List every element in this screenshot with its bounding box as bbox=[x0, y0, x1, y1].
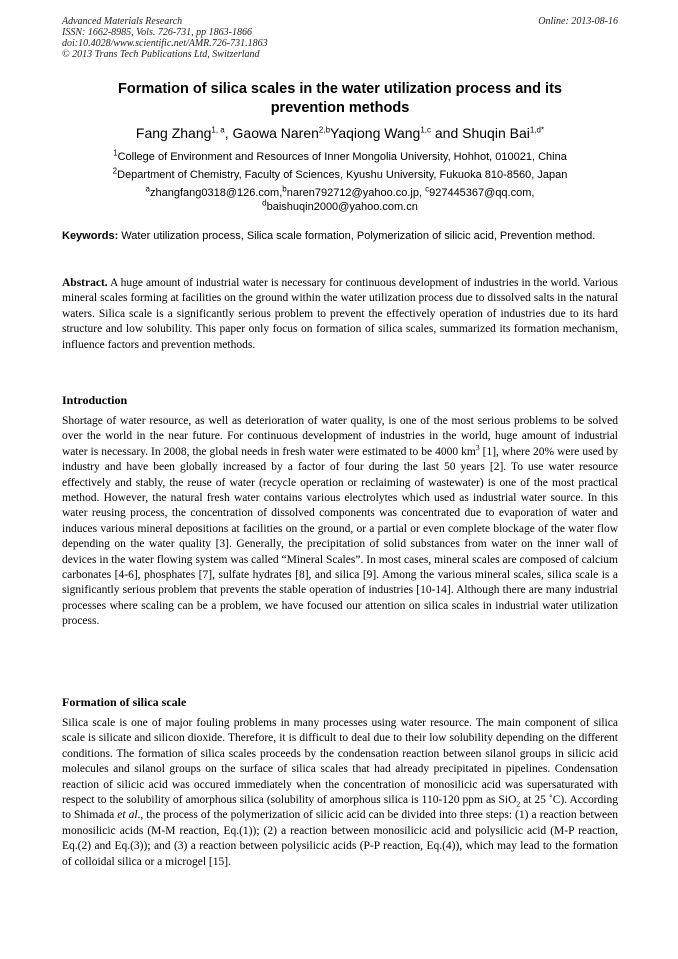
formation-heading: Formation of silica scale bbox=[62, 695, 187, 709]
email-address[interactable]: zhangfang0318@126.com, bbox=[149, 187, 283, 199]
formation-text-part-2: at 25 ˚C). According to Shimada bbox=[62, 794, 618, 822]
affiliation-1 bbox=[62, 150, 618, 164]
email-address[interactable]: naren792712@yahoo.co.jp, bbox=[286, 187, 426, 199]
introduction-heading: Introduction bbox=[62, 393, 128, 407]
affiliation-superscript: 1 bbox=[113, 148, 118, 158]
author-separator: , bbox=[224, 125, 233, 141]
email-superscript: b bbox=[282, 184, 287, 194]
journal-header bbox=[62, 16, 618, 60]
keywords-text: Water utilization process, Silica scale formation, Polymerization of silicic acid, Prevention method. bbox=[118, 230, 596, 242]
author-superscript: 1,c bbox=[420, 125, 431, 135]
intro-text-part-2: [1], where 20% were used by industry and have been globally increased by a factor of four during the last 50 years [2]. To use water resource effectively and stably, the reuse of water (recycle operation or reclaiming of wastewater) is one of the most practical method. However, the natural fresh water contains various electrolytes which used as industrial water source. In this water reusing process, the concentration of dissolved components was concentrated due to evaporation of water and induces various mineral depositions at facilities on the ground, or a partial or even complete blockage of the water flow depending on the water quality [3]. Generally, the precipitation of solid substances from water on the inner wall of devices in the water flowing system was called “Mineral Scales”. In most cases, mineral scales are composed of calcium carbonates [4-6], phosphates [7], sulfate hydrates [8], and silica [9]. Among the various mineral scales, silica scale is a significantly serious problem that prevents the stable operation of industries [10-14]. Although there are many industrial processes where scaling can be a problem, we have focused our attention on silica scales in industrial water utilization process. bbox=[62, 445, 618, 628]
affiliation-superscript: 2 bbox=[112, 166, 118, 176]
email-line-1 bbox=[62, 186, 618, 200]
email-address[interactable]: 927445367@qq.com, bbox=[429, 187, 535, 199]
author-name: Yaqiong Wang bbox=[330, 125, 421, 141]
intro-text-part-1: Shortage of water resource, as well as deterioration of water quality, is one of the most serious problems to be solved over the world in the near future. For continuous development of industries in the world, huge amount of industrial water is necessary. In 2008, the global needs in fresh water were estimated to be 4000 km bbox=[62, 415, 618, 458]
author-superscript: 1, a bbox=[211, 125, 225, 135]
author-name: Fang Zhang bbox=[135, 125, 212, 141]
intro-superscript: 3 bbox=[475, 442, 480, 452]
author-superscript: 1,d* bbox=[529, 125, 545, 135]
abstract-label: Abstract. bbox=[62, 277, 108, 289]
formation-paragraph bbox=[62, 716, 618, 870]
formation-text-part-3: ., the process of the polymerization of silicic acid can be divided into three steps: (1) a reaction between monosilicic acids (M-M reaction, Eq.(1)); (2) a reaction between monosilicic acid and polysilicic acid (M-P reaction, Eq.(2) and Eq.(3)); and (3) a reaction between polysilicic acids (P-P reaction, Eq.(4)), which may lead to the formation of colloidal silica or a microgel [15]. bbox=[62, 809, 618, 868]
email-superscript: c bbox=[425, 184, 430, 194]
formation-subscript: 2 bbox=[516, 799, 521, 809]
affiliation-2 bbox=[62, 168, 618, 182]
keywords-label: Keywords: bbox=[62, 230, 119, 242]
affiliation-text: Department of Chemistry, Faculty of Sciences, Kyushu University, Fukuoka 810-8560, Japan bbox=[117, 169, 568, 181]
author-name: Gaowa Naren bbox=[232, 125, 319, 141]
email-line-2 bbox=[62, 200, 618, 214]
author-superscript: 2,b bbox=[318, 125, 331, 135]
formation-text-part-1: Silica scale is one of major fouling problems in many processes using water resource. The main component of silica scale is silicate and silicon dioxide. Therefore, it is difficult to deal due to their low solubility depending on the different conditions. The formation of silica scales proceeds by the condensation reaction between silanol groups in silicic acid molecules and silanol groups on the surface of silica scales that had already precipitated in pipelines. Condensation reaction of silicic acid was occured immediately when the concentration of monosilicic acid was supersaturated with respect to the solubility of amorphous silica (solubility of amorphous silica is 110-120 ppm as SiO bbox=[62, 717, 618, 807]
journal-name: Advanced Materials Research bbox=[62, 16, 183, 27]
abstract-text: A huge amount of industrial water is necessary for continuous development of industries in the world. Various mineral scales forming at facilities on the ground within the water utilization process due to dissolved salts in the natural waters. Silica scale is a significantly serious problem to prevent the effectively operation of industries due to its hard structure and low solubility. This paper only focus on formation of silica scales, summarized its formation mechanism, influence factors and prevention methods. bbox=[62, 277, 618, 351]
author-list bbox=[62, 124, 618, 142]
email-superscript: a bbox=[145, 184, 150, 194]
copyright-line: © 2013 Trans Tech Publications Ltd, Switzerland bbox=[62, 49, 260, 60]
issn-line: ISSN: 1662-8985, Vols. 726-731, pp 1863-1866 bbox=[62, 27, 252, 38]
online-date: Online: 2013-08-16 bbox=[538, 16, 618, 27]
introduction-paragraph bbox=[62, 414, 618, 630]
paper-title bbox=[62, 80, 618, 118]
doi-line: doi:10.4028/www.scientific.net/AMR.726-731.1863 bbox=[62, 38, 268, 49]
email-superscript: d bbox=[262, 198, 267, 208]
author-name: Shuqin Bai bbox=[462, 125, 530, 141]
formation-et-al: et al bbox=[117, 809, 138, 822]
title-line-1: Formation of silica scales in the water utilization process and its bbox=[118, 81, 562, 97]
abstract-paragraph bbox=[62, 276, 618, 353]
author-and: and bbox=[431, 125, 463, 141]
author-emails bbox=[62, 186, 618, 214]
keywords-block bbox=[62, 229, 618, 243]
email-address[interactable]: baishuqin2000@yahoo.com.cn bbox=[266, 201, 418, 213]
title-line-2: prevention methods bbox=[270, 100, 410, 116]
affiliation-text: College of Environment and Resources of Inner Mongolia University, Hohhot, 010021, China bbox=[117, 151, 567, 163]
